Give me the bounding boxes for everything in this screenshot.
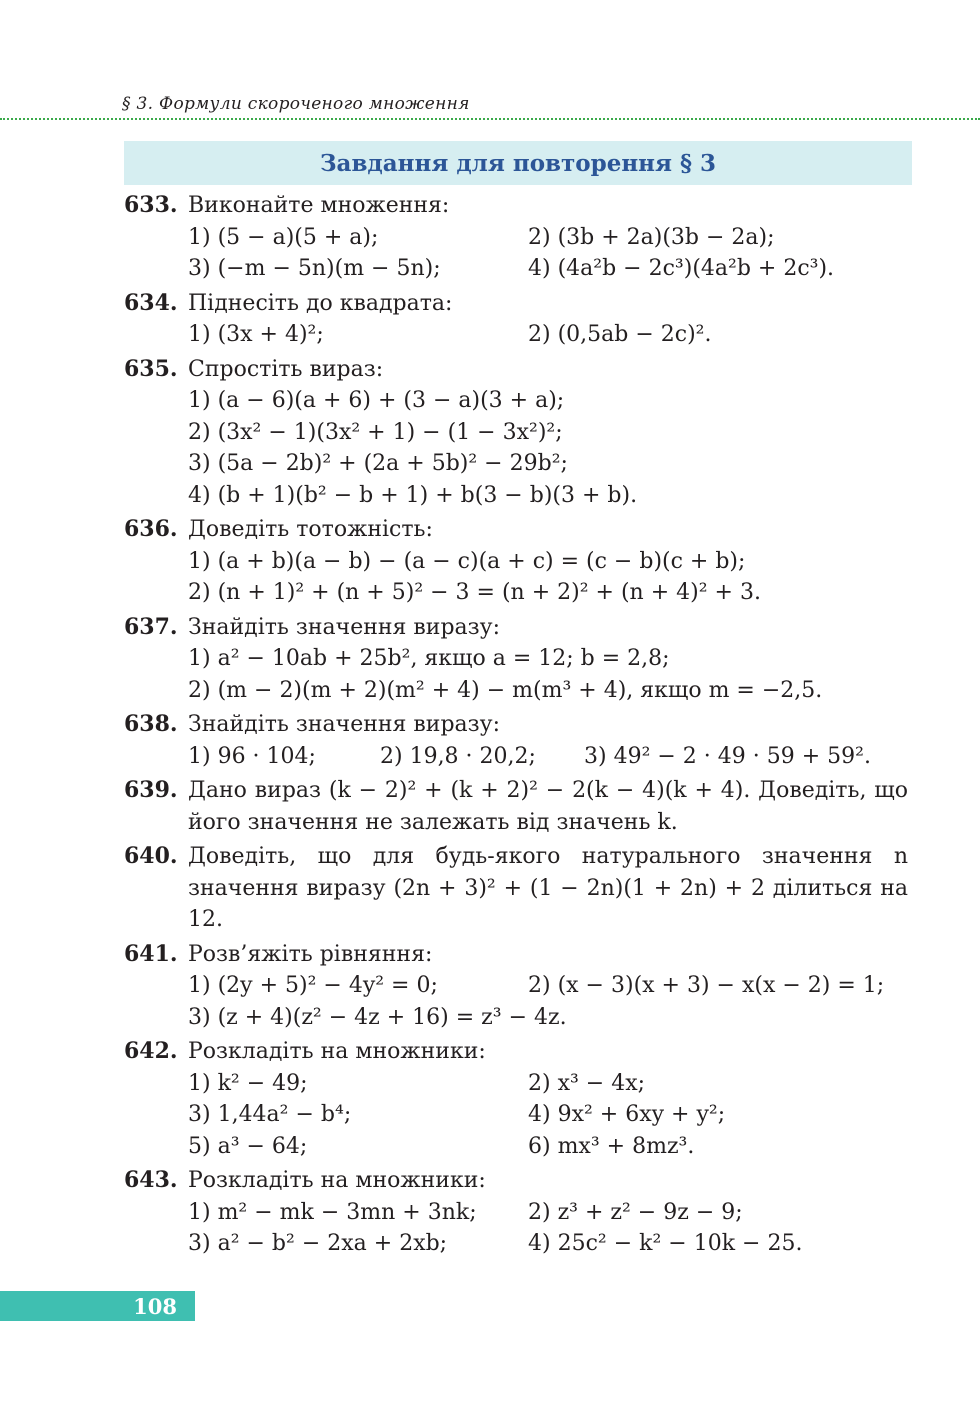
exercise-prompt: Розв’яжіть рівняння:: [188, 941, 433, 967]
exercise-item: 3) (5a − 2b)² + (2a + 5b)² − 29b²;: [188, 451, 568, 476]
exercise-item: 1) 96 · 104;: [188, 743, 316, 769]
exercise-item: 2) z³ + z² − 9z − 9;: [528, 1199, 743, 1225]
section-title-band: [124, 141, 912, 185]
exercise-item: 2) (0,5ab − 2c)².: [528, 322, 712, 347]
exercise-prompt: Знайдіть значення виразу:: [188, 614, 501, 640]
exercise-prompt: Піднесіть до квадрата:: [188, 290, 453, 316]
exercise-item: 1) (a − 6)(a + 6) + (3 − a)(3 + a);: [188, 388, 565, 413]
exercise-637: [124, 612, 908, 707]
exercise-item: 2) (3b + 2a)(3b − 2a);: [528, 224, 775, 250]
section-title: Завдання для повторення § 3: [319, 149, 717, 177]
exercise-item: 2) (x − 3)(x + 3) − x(x − 2) = 1;: [528, 973, 885, 998]
exercise-item: 1) m² − mk − 3mn + 3nk;: [188, 1199, 477, 1225]
exercise-item: 1) (3x + 4)²;: [188, 322, 324, 347]
exercise-item: 1) a² − 10ab + 25b², якщо a = 12; b = 2,8;: [188, 646, 670, 671]
exercise-item: 3) a² − b² − 2xa + 2xb;: [188, 1231, 448, 1256]
exercise-item: 4) (b + 1)(b² − b + 1) + b(3 − b)(3 + b).: [188, 482, 638, 508]
exercise-prompt: Доведіть тотожність:: [188, 517, 433, 542]
exercise-643: [124, 1165, 908, 1260]
exercise-642: [124, 1036, 908, 1162]
exercise-item: 1) (2y + 5)² − 4y² = 0;: [188, 973, 438, 998]
exercise-item: 4) (4a²b − 2c³)(4a²b + 2c³).: [528, 256, 835, 281]
exercise-list: [124, 190, 908, 1263]
exercise-prompt: Знайдіть значення виразу:: [188, 712, 501, 737]
exercise-number: 635.: [124, 355, 178, 382]
dotted-divider: [0, 118, 980, 120]
exercise-number: 633.: [124, 192, 178, 218]
exercise-number: 639.: [124, 777, 178, 803]
exercise-prompt: Розкладіть на множники:: [188, 1039, 486, 1064]
exercise-text: Доведіть, що для будь-якого натурального значення n значення виразу (2n + 3)² + (1 − 2n)(1 + 2n) + 2 ділиться на 12.: [188, 844, 908, 932]
exercise-prompt: Виконайте множення:: [188, 193, 450, 218]
exercise-item: 6) mx³ + 8mz³.: [528, 1133, 695, 1159]
exercise-number: 640.: [124, 843, 178, 869]
exercise-641: [124, 939, 908, 1034]
exercise-636: [124, 514, 908, 609]
exercise-number: 642.: [124, 1038, 178, 1064]
running-head: § 3. Формули скороченого множення: [122, 94, 470, 114]
exercise-text: Дано вираз (k − 2)² + (k + 2)² − 2(k − 4)(k + 4). Доведіть, що його значення не залежать від значень k.: [188, 778, 908, 835]
exercise-item: 3) 1,44a² − b⁴;: [188, 1102, 352, 1127]
exercise-number: 634.: [124, 289, 178, 316]
exercise-prompt: Розкладіть на множники:: [188, 1168, 486, 1193]
page-number: 108: [133, 1293, 177, 1319]
exercise-item: 1) (5 − a)(5 + a);: [188, 224, 379, 250]
exercise-item: 2) (3x² − 1)(3x² + 1) − (1 − 3x²)²;: [188, 419, 563, 445]
exercise-item: 2) (m − 2)(m + 2)(m² + 4) − m(m³ + 4), якщо m = −2,5.: [188, 677, 823, 703]
exercise-639: [124, 775, 908, 838]
exercise-prompt: Спростіть вираз:: [188, 356, 384, 382]
exercise-item: 2) (n + 1)² + (n + 5)² − 3 = (n + 2)² + (n + 4)² + 3.: [188, 580, 761, 605]
exercise-638: [124, 709, 908, 772]
exercise-number: 636.: [124, 516, 178, 542]
exercise-item: 3) 49² − 2 · 49 · 59 + 59².: [584, 743, 871, 769]
exercise-item: 1) k² − 49;: [188, 1070, 308, 1096]
exercise-634: [124, 288, 908, 351]
exercise-number: 638.: [124, 711, 178, 737]
exercise-633: [124, 190, 908, 285]
exercise-640: [124, 841, 908, 936]
exercise-item: 4) 25c² − k² − 10k − 25.: [528, 1231, 803, 1256]
page-number-tab: [0, 1291, 195, 1321]
exercise-item: 2) x³ − 4x;: [528, 1070, 646, 1096]
exercise-635: [124, 354, 908, 512]
exercise-number: 643.: [124, 1167, 178, 1193]
exercise-number: 641.: [124, 940, 178, 967]
exercise-number: 637.: [124, 613, 178, 640]
exercise-item: 2) 19,8 · 20,2;: [380, 743, 536, 769]
exercise-item: 4) 9x² + 6xy + y²;: [528, 1102, 726, 1127]
exercise-item: 1) (a + b)(a − b) − (a − c)(a + c) = (c − b)(c + b);: [188, 548, 746, 574]
exercise-item: 5) a³ − 64;: [188, 1133, 308, 1159]
exercise-item: 3) (−m − 5n)(m − 5n);: [188, 256, 441, 281]
exercise-item: 3) (z + 4)(z² − 4z + 16) = z³ − 4z.: [188, 1004, 567, 1030]
